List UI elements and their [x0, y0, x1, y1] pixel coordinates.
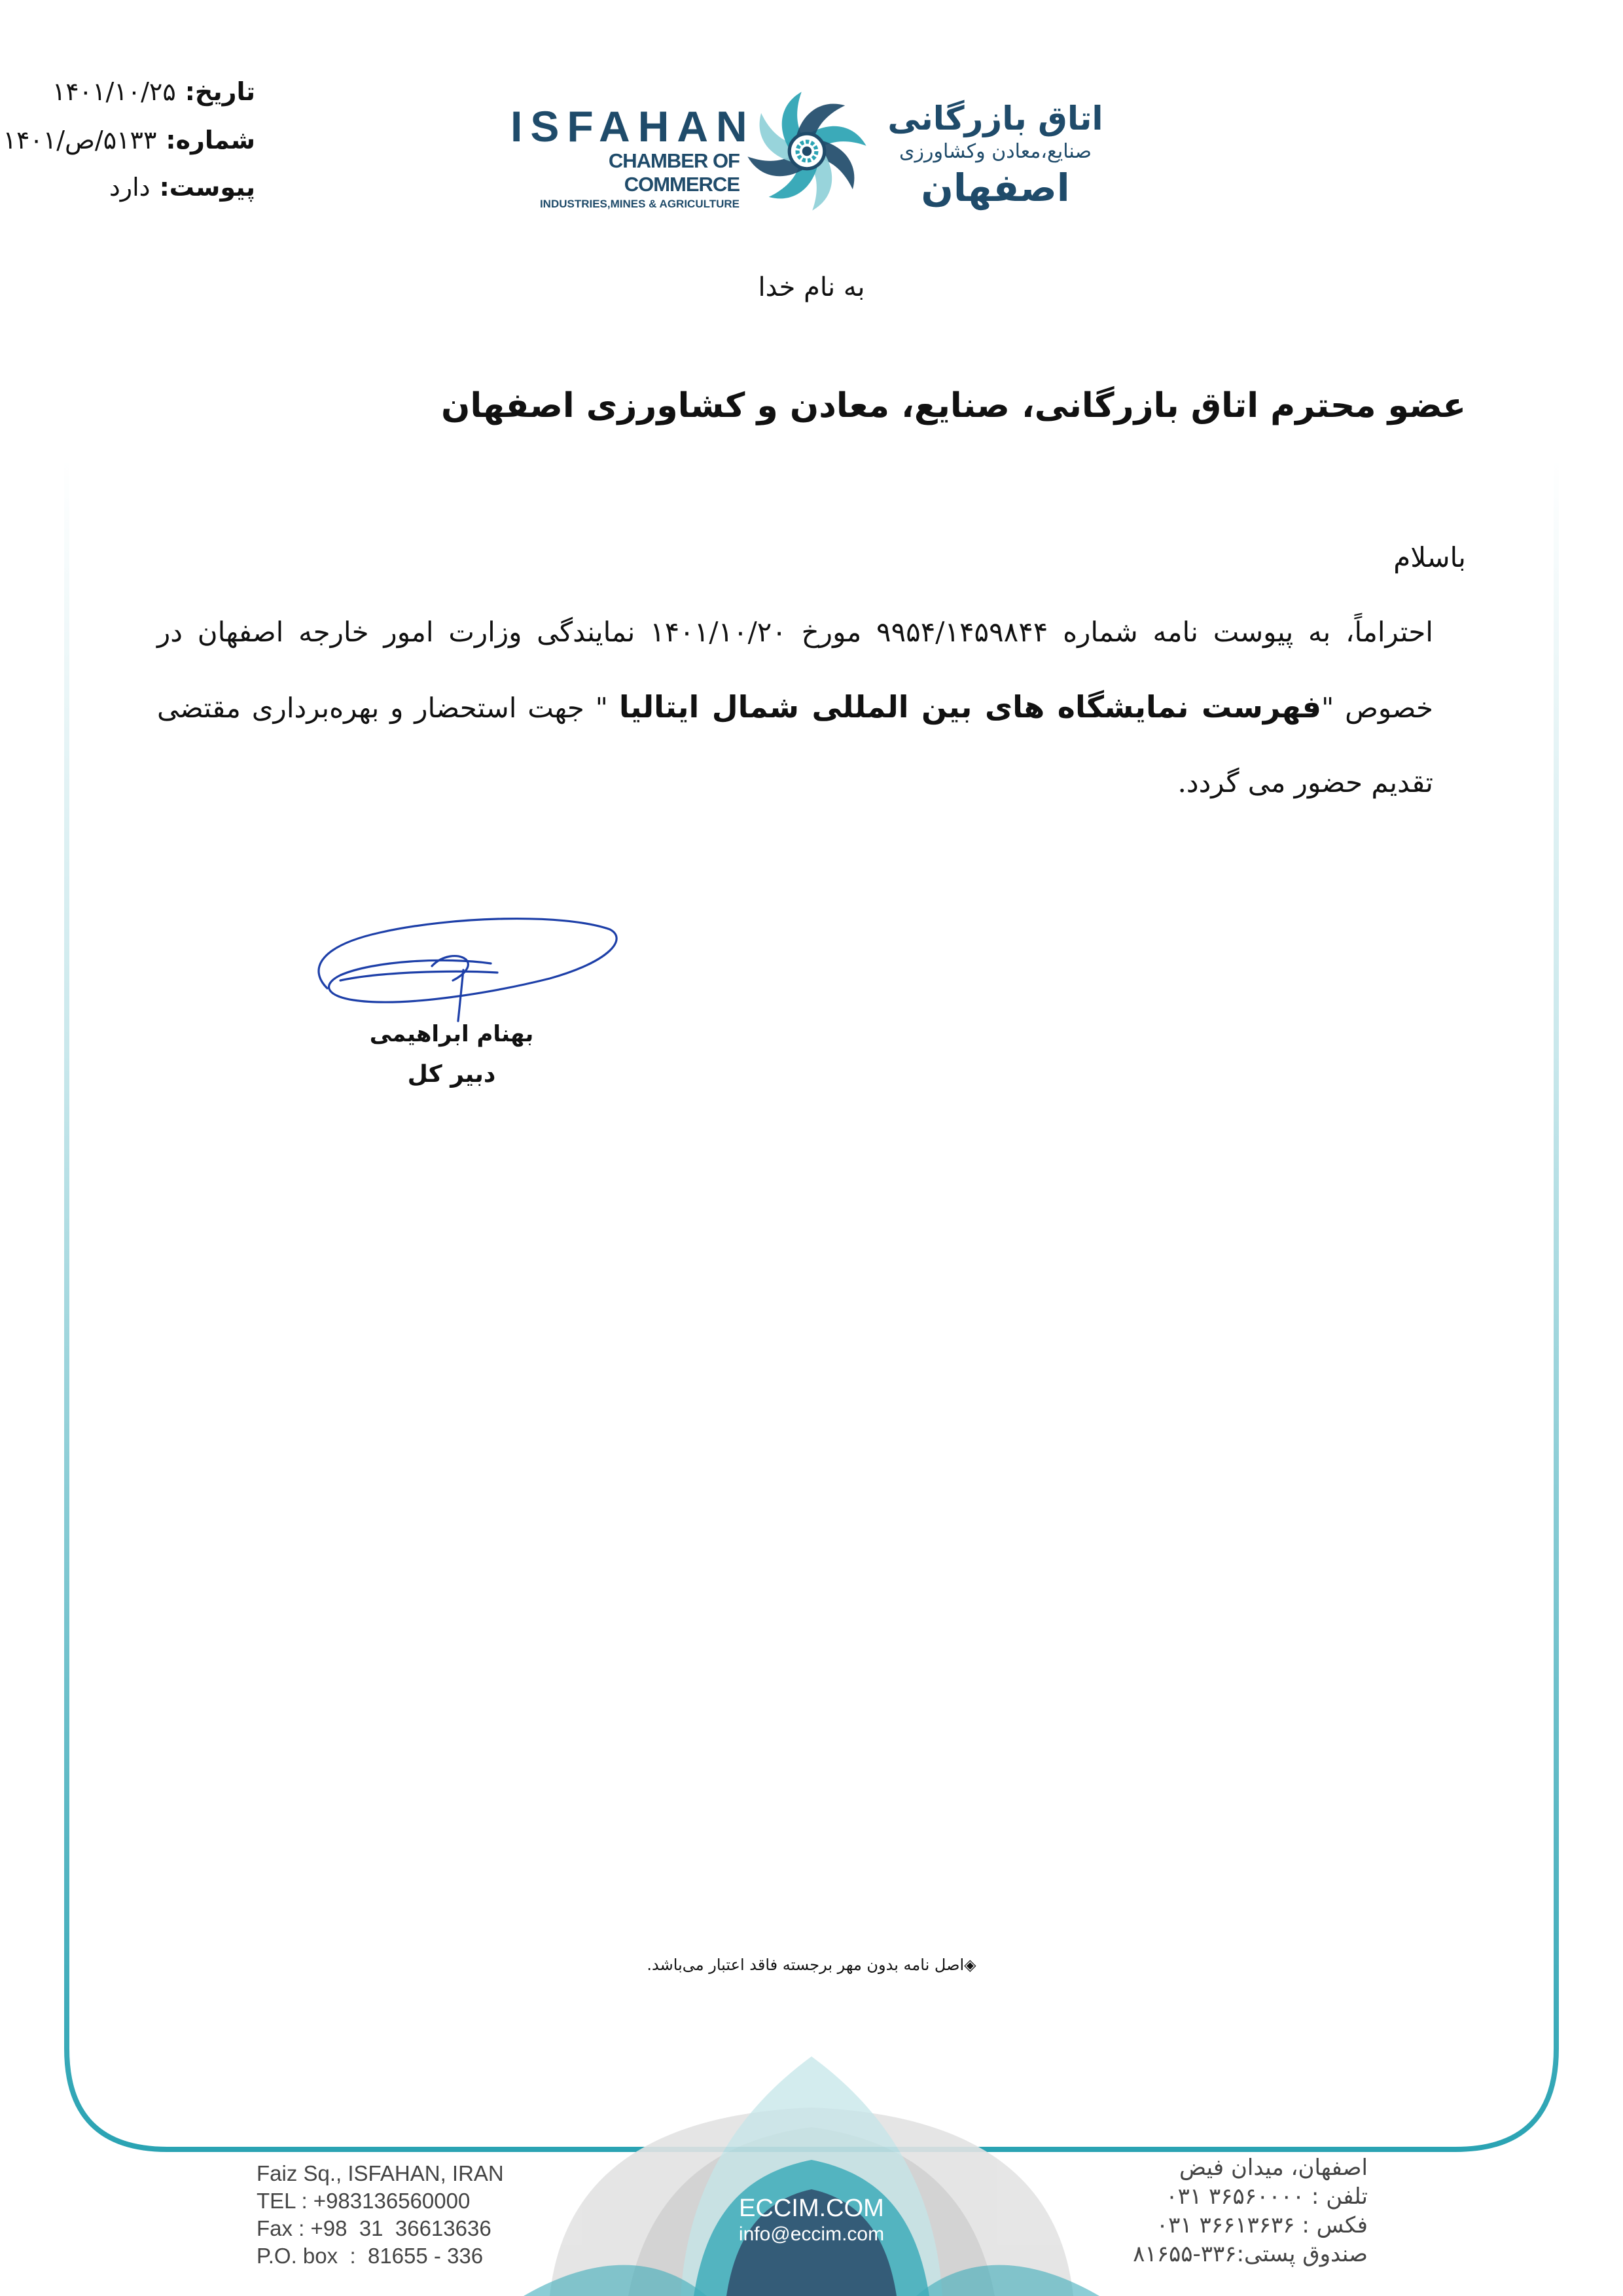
- stamp-validity-note: ◈اصل نامه بدون مهر برجسته فاقد اعتبار می‌باشد.: [647, 1956, 976, 1974]
- address-en-line: Faiz Sq., ISFAHAN, IRAN: [257, 2161, 504, 2185]
- chamber-logo-icon: [740, 84, 874, 219]
- logo-fa-line2: صنایع،معادن وکشاورزی: [899, 140, 1092, 163]
- body-emphasis: فهرست نمایشگاه های بین المللی شمال ایتالیا: [618, 689, 1321, 725]
- letter-body: [157, 520, 1466, 820]
- pobox-fa: صندوق پستی:۳۳۶-۸۱۶۵۵: [1133, 2241, 1368, 2267]
- fax-en: Fax : +98 31 36613636: [257, 2216, 491, 2240]
- number-value: ۵۱۳۳/ص/۱۴۰۱: [3, 126, 157, 154]
- number-label: شماره:: [166, 126, 255, 154]
- footer-emblem: [0, 2042, 1623, 2296]
- signer-name: بهنام ابراهیمی: [369, 1021, 534, 1047]
- signer-block: [353, 1014, 550, 1096]
- body-paragraph: [157, 595, 1466, 820]
- attachment-label: پیوست:: [159, 173, 255, 202]
- attachment-row: [109, 173, 255, 202]
- attachment-value: دارد: [109, 173, 151, 202]
- logo-en-line3: INDUSTRIES,MINES & AGRICULTURE: [539, 198, 740, 210]
- logo-persian: [881, 98, 1110, 211]
- address-persian: [1073, 2153, 1368, 2269]
- date-row: [52, 77, 255, 106]
- tel-fa: تلفن : ۳۶۵۶۰۰۰۰ ۰۳۱: [1166, 2183, 1368, 2210]
- address-fa-line: اصفهان، میدان فیض: [1179, 2155, 1368, 2181]
- recipient-heading: عضو محترم اتاق بازرگانی، صنایع، معادن و کشاورزی اصفهان: [440, 386, 1466, 425]
- logo-english: [510, 102, 755, 212]
- greeting: باسلام: [1393, 541, 1466, 573]
- body-text-part1: احتراماً، به پیوست نامه شماره ۹۹۵۴/۱۴۵۹۸۴۴ مورخ ۱۴۰۱/۱۰/۲۰ نمایندگی وزارت امور خارجه اصفهان در خصوص ": [157, 616, 1434, 724]
- address-english: [257, 2160, 504, 2270]
- logo-fa-line1: اتاق بازرگانی: [887, 99, 1103, 137]
- pobox-en: P.O. box : 81655 - 336: [257, 2244, 484, 2268]
- tel-en: TEL : +983136560000: [257, 2189, 471, 2213]
- logo-fa-line3: اصفهان: [921, 166, 1070, 210]
- date-value: ۱۴۰۱/۱۰/۲۵: [52, 77, 176, 106]
- body-text-part2: " جهت استحضار و بهره‌برداری مقتضی تقدیم حضور می گردد.: [157, 692, 1433, 798]
- date-label: تاریخ:: [185, 77, 255, 106]
- number-row: [3, 126, 255, 154]
- bismillah: به نام خدا: [758, 272, 865, 302]
- signer-title: دبیر کل: [407, 1061, 496, 1088]
- website-link[interactable]: ECCIM.COM: [739, 2195, 884, 2222]
- logo-en-line2: CHAMBER OF COMMERCE: [608, 149, 740, 196]
- email-link[interactable]: info@eccim.com: [738, 2223, 885, 2245]
- footer-site: [726, 2194, 897, 2246]
- fax-fa: فکس : ۳۶۶۱۳۶۳۶ ۰۳۱: [1156, 2212, 1368, 2238]
- logo-en-line1: ISFAHAN: [510, 102, 755, 151]
